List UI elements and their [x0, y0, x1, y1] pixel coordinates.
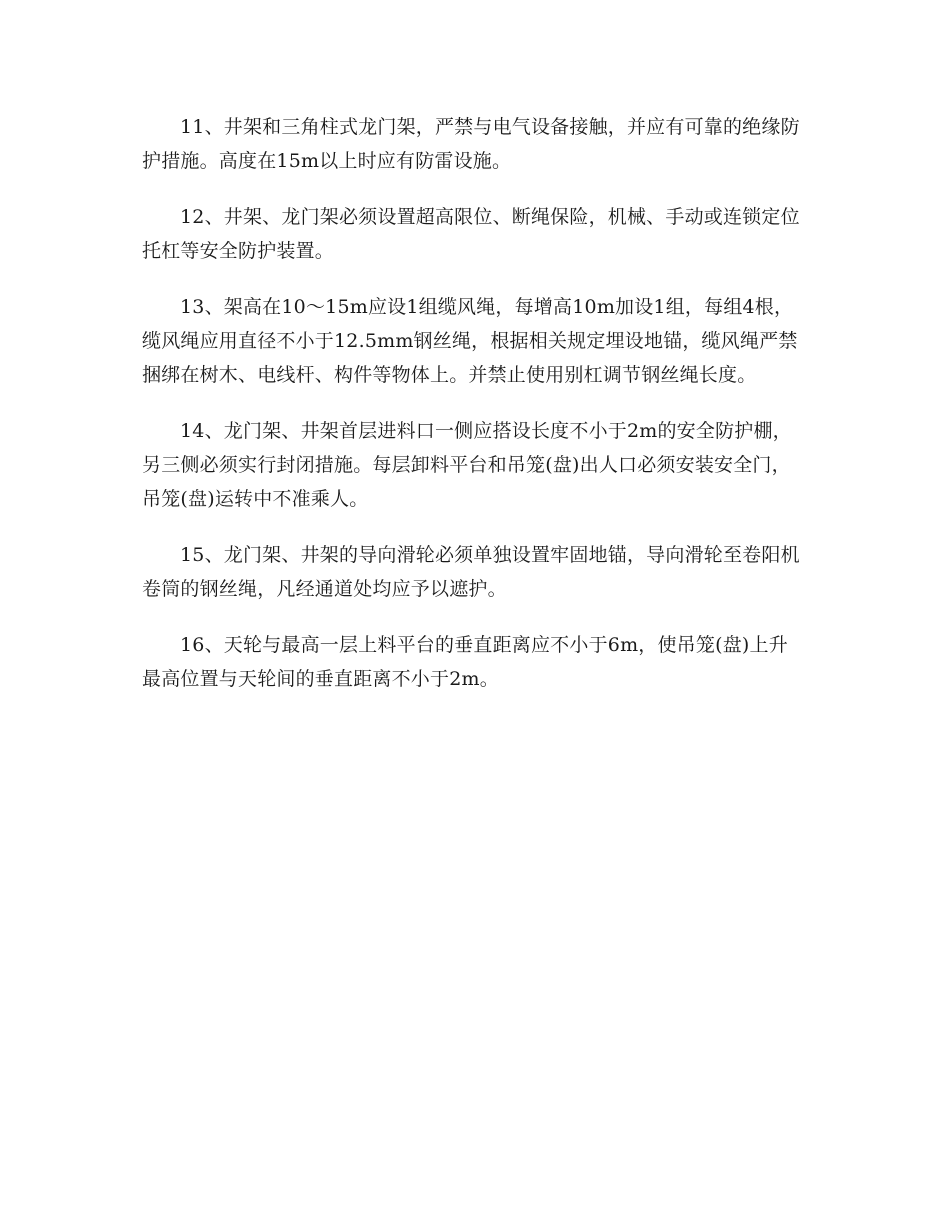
paragraph-12: 12、井架、龙门架必须设置超高限位、断绳保险，机械、手动或连锁定位托杠等安全防护装置。 [142, 206, 800, 262]
paragraph-14: 14、龙门架、井架首层进料口一侧应搭设长度不小于2m的安全防护棚，另三侧必须实行封闭措施。每层卸料平台和吊笼(盘)出人口必须安装安全门，吊笼(盘)运转中不准乘人。 [142, 420, 792, 510]
document-body [142, 110, 806, 718]
paragraph-15: 15、龙门架、井架的导向滑轮必须单独设置牢固地锚，导向滑轮至卷阳机卷筒的钢丝绳，凡经通道处均应予以遮护。 [142, 544, 800, 600]
paragraph-16: 16、天轮与最高一层上料平台的垂直距离应不小于6m，使吊笼(盘)上升最高位置与天轮间的垂直距离不小于2m。 [142, 634, 788, 690]
paragraph-13: 13、架高在10～15m应设1组缆风绳，每增高10m加设1组，每组4根，缆风绳应用直径不小于12.5mm钢丝绳，根据相关规定埋设地锚，缆风绳严禁捆绑在树木、电线杆、构件等物体上。并禁止使用别杠调节钢丝绳长度。 [142, 296, 798, 386]
paragraph-11: 11、井架和三角柱式龙门架，严禁与电气设备接触，并应有可靠的绝缘防护措施。高度在15m以上时应有防雷设施。 [142, 116, 800, 172]
